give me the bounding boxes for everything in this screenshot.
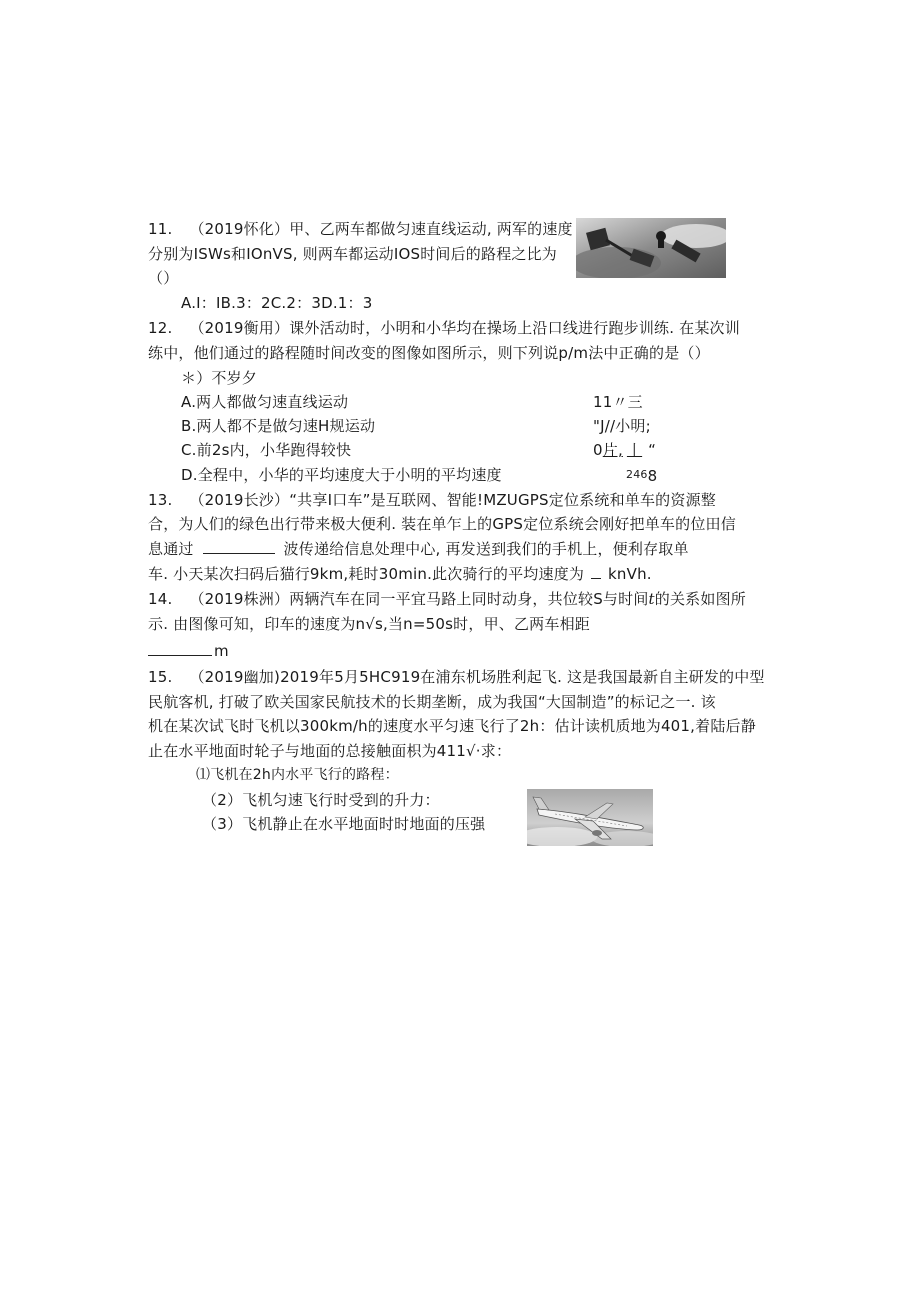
q12-graph-tick-labels: 246 <box>626 468 648 481</box>
q11-line-1 <box>148 219 573 239</box>
q13-line-3 <box>148 539 689 559</box>
q12-text-1: （2019衡用）课外活动时，小明和小华均在操场上沿口线进行跑步训练. 在某次训 <box>189 319 740 337</box>
q13-blank-1[interactable] <box>203 539 275 554</box>
q15-line-1 <box>148 667 765 687</box>
q12-graph-text-3 <box>593 440 656 460</box>
q12-text-2: 练中，他们通过的路程随时间改变的图像如图所示，则下列说p/m法中正确的是（） <box>148 344 710 362</box>
airplane-image-icon <box>527 789 653 846</box>
q15-text-1: （2019幽加)2019年5月5HC919在浦东机场胜利起飞. 这是我国最新自主研发的中型 <box>189 668 765 686</box>
q13-line-4 <box>148 564 652 584</box>
q14-line-3 <box>148 641 229 661</box>
q15-text-2: 民航客机, 打破了欧关国家民航技术的长期垄断，成为我国“大国制造”的标记之一. 该 <box>148 693 716 711</box>
q15-sub-1: ⑴飞机在2h内水平飞行的路程： <box>196 767 399 783</box>
q14-text-1-c: 的关系如图所 <box>654 590 746 608</box>
q11-text-3: （） <box>148 269 179 287</box>
q11-satellite-photo <box>576 218 726 278</box>
q14-blank[interactable] <box>148 641 212 656</box>
satellite-image-icon <box>576 218 726 278</box>
q12-text-3: ＊）不岁夕 <box>181 369 258 387</box>
q12-graph-tick-last: 8 <box>647 467 658 485</box>
q12-graph-ticks <box>626 465 657 486</box>
q11-text-2: 分别为ISWs和IOnVS, 则两车都运动IOS时间后的路程之比为 <box>148 245 558 263</box>
q13-text-3a: 息通过 <box>148 540 194 558</box>
q12-line-1 <box>148 318 740 338</box>
q12-graph-text-2: "J//小明; <box>593 417 651 435</box>
q13-line-1 <box>148 490 716 510</box>
q11-number: 11. <box>148 220 173 238</box>
q14-text-1: （2019株洲）两辆汽车在同一平宜马路上同时动身，共位较S与时间 <box>189 590 649 608</box>
q13-text-4a: 车. 小天某次扫码后猫行9km,耗时30min.此次骑行的平均速度为 <box>148 565 585 583</box>
q12-graph-origin: 0 <box>593 441 603 459</box>
q15-number: 15. <box>148 668 173 686</box>
q15-text-3: 机在某次试飞时飞机以300km/h的速度水平匀速飞行了2h：估计读机质地为401,着陆后静 <box>148 717 756 735</box>
q12-option-b: B.两人都不是做匀速H规运动 <box>181 417 376 435</box>
q13-number: 13. <box>148 491 173 509</box>
q13-blank-2[interactable] <box>591 564 601 579</box>
q11-text-1: （2019怀化）甲、乙两车都做匀速直线运动, 两军的速度 <box>189 220 573 238</box>
q12-option-d: D.全程中，小华的平均速度大于小明的平均速度 <box>181 466 502 484</box>
q13-text-2: 合，为人们的绿色出行带来极大便利. 装在单乍上的GPS定位系统会刚好把单车的位田信 <box>148 515 736 533</box>
q12-graph-mark-2: 丨 <box>626 441 643 459</box>
q14-unit: m <box>214 642 229 660</box>
q12-number: 12. <box>148 319 173 337</box>
q12-option-a: A.两人都做匀速直线运动 <box>181 393 349 411</box>
q13-text-1: （2019长沙）“共享Ⅰ口车”是互联网、智能!MZUGPS定位系统和单车的资源整 <box>189 491 716 509</box>
q15-airplane-photo <box>527 789 653 846</box>
q15-sub-2: （2）飞机匀速飞行时受到的升力： <box>202 791 440 809</box>
q13-text-3b: 波传递给信息处理中心, 再发送到我们的手机上，便利存取单 <box>283 540 689 558</box>
q14-line-1 <box>148 589 746 609</box>
q14-number: 14. <box>148 590 173 608</box>
q12-graph-text-1: 11〃三 <box>593 393 643 411</box>
q12-graph-mark-3: “ <box>648 441 657 459</box>
q15-sub-3: （3）飞机静止在水平地面时时地面的压强 <box>202 815 486 833</box>
q14-text-1-t: t <box>648 590 655 608</box>
q12-option-c: C.前2s内，小华跑得较快 <box>181 441 352 459</box>
q15-text-4: 止在水平地面时轮子与地面的总接触面枳为411√·求： <box>148 742 512 760</box>
q11-options: A.I：IB.3：2C.2：3D.1：3 <box>181 294 373 312</box>
q13-text-4b: knVh. <box>608 565 652 583</box>
q14-text-2: 示. 由图像可知，印车的速度为n√s,当n=50s时，甲、乙两车相距 <box>148 615 590 633</box>
q12-graph-mark-1: 片, <box>602 441 623 459</box>
